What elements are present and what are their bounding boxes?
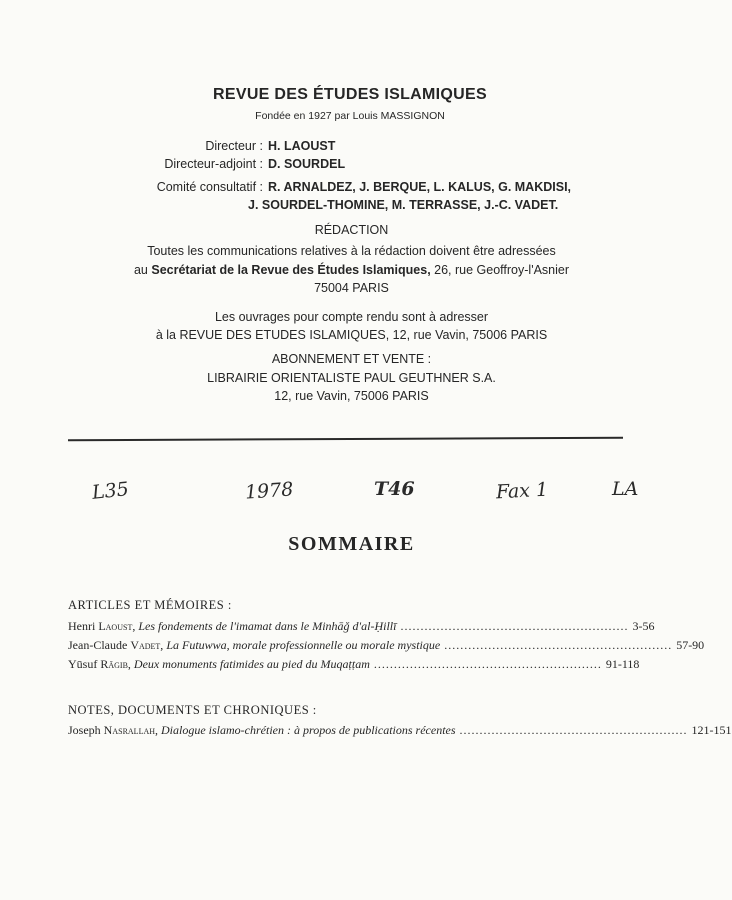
- entry-author-first: Henri: [68, 619, 96, 633]
- entry-author-last: Laoust,: [98, 619, 136, 633]
- deputy-name: D. SOURDEL: [268, 157, 346, 171]
- entry-author-first: Yūsuf: [68, 657, 98, 671]
- entry-author-last: Nasrallah,: [103, 723, 159, 737]
- secretariat-name: Secrétariat de la Revue des Études Islamiques,: [151, 263, 431, 277]
- leader-dots: .........................................................: [373, 657, 602, 671]
- publisher-address: 12, rue Vavin, 75006 PARIS: [274, 389, 429, 403]
- divider-rule: [68, 437, 623, 441]
- redaction-line-1: Toutes les communications relatives à la rédaction doivent être adressées: [147, 244, 556, 258]
- redaction-heading: RÉDACTION: [314, 223, 389, 237]
- reviews-line-1: Les ouvrages pour compte rendu sont à adresser: [214, 310, 489, 324]
- contents-title: SOMMAIRE: [288, 533, 415, 555]
- founded-note: Fondée en 1927 par Louis MASSIGNON: [255, 110, 445, 122]
- publisher-name: LIBRAIRIE ORIENTALISTE PAUL GEUTHNER S.A.: [207, 371, 496, 385]
- committee-label: Comité consultatif :: [156, 180, 263, 194]
- handwritten-note-3: T46: [374, 478, 415, 500]
- director-name: H. LAOUST: [268, 139, 336, 153]
- section-articles-label: ARTICLES ET MÉMOIRES :: [68, 598, 232, 612]
- redaction-line-2-prefix: au: [133, 263, 148, 277]
- committee-line-1: R. ARNALDEZ, J. BERQUE, L. KALUS, G. MAKDISI,: [268, 180, 572, 194]
- redaction-line-3: 75004 PARIS: [314, 281, 389, 295]
- entry-pages: 57-90: [676, 638, 705, 652]
- entry-title: Les fondements de l'imamat dans le Minhāǧ d'al-Ḥillī: [138, 619, 397, 633]
- entry-author-last: Vadet,: [130, 638, 164, 652]
- toc-entry-1: [68, 619, 655, 635]
- entry-title: Deux monuments fatimides au pied du Muqaṭṭam: [133, 657, 370, 671]
- director-label: Directeur :: [205, 139, 263, 153]
- leader-dots: .........................................................: [400, 619, 629, 633]
- leader-dots: .........................................................: [459, 723, 688, 737]
- handwritten-note-4: Fax 1: [495, 478, 549, 504]
- entry-pages: 121-151: [691, 723, 732, 737]
- toc-entry-4: [68, 723, 732, 739]
- entry-author-first: Jean-Claude: [68, 638, 128, 652]
- redaction-line-2-address: 26, rue Geoffroy-l'Asnier: [434, 263, 570, 277]
- handwritten-note-1: L35: [90, 478, 130, 504]
- handwritten-note-5: LA: [612, 478, 639, 500]
- section-notes-label: NOTES, DOCUMENTS ET CHRONIQUES :: [68, 703, 317, 717]
- handwritten-note-2: 1978: [244, 478, 295, 504]
- entry-pages: 91-118: [605, 657, 640, 671]
- journal-title: REVUE DES ÉTUDES ISLAMIQUES: [213, 86, 487, 103]
- section-articles-heading: [68, 598, 232, 613]
- entry-author-last: Rāgib,: [100, 657, 131, 671]
- entry-author-first: Joseph: [68, 723, 101, 737]
- deputy-label: Directeur-adjoint :: [164, 157, 263, 171]
- leader-dots: .........................................................: [444, 638, 673, 652]
- section-notes-heading: [68, 703, 317, 718]
- committee-line-2: J. SOURDEL-THOMINE, M. TERRASSE, J.-C. VADET.: [248, 198, 559, 212]
- entry-pages: 3-56: [632, 619, 655, 633]
- toc-entry-3: [68, 657, 640, 673]
- subscription-heading: ABONNEMENT ET VENTE :: [271, 352, 432, 366]
- toc-entry-2: [68, 638, 705, 654]
- entry-title: Dialogue islamo-chrétien : à propos de publications récentes: [161, 723, 456, 737]
- redaction-line-2: [0, 263, 703, 277]
- reviews-line-2: à la REVUE DES ETUDES ISLAMIQUES, 12, rue Vavin, 75006 PARIS: [155, 328, 548, 342]
- entry-title: La Futuwwa, morale professionnelle ou morale mystique: [166, 638, 441, 652]
